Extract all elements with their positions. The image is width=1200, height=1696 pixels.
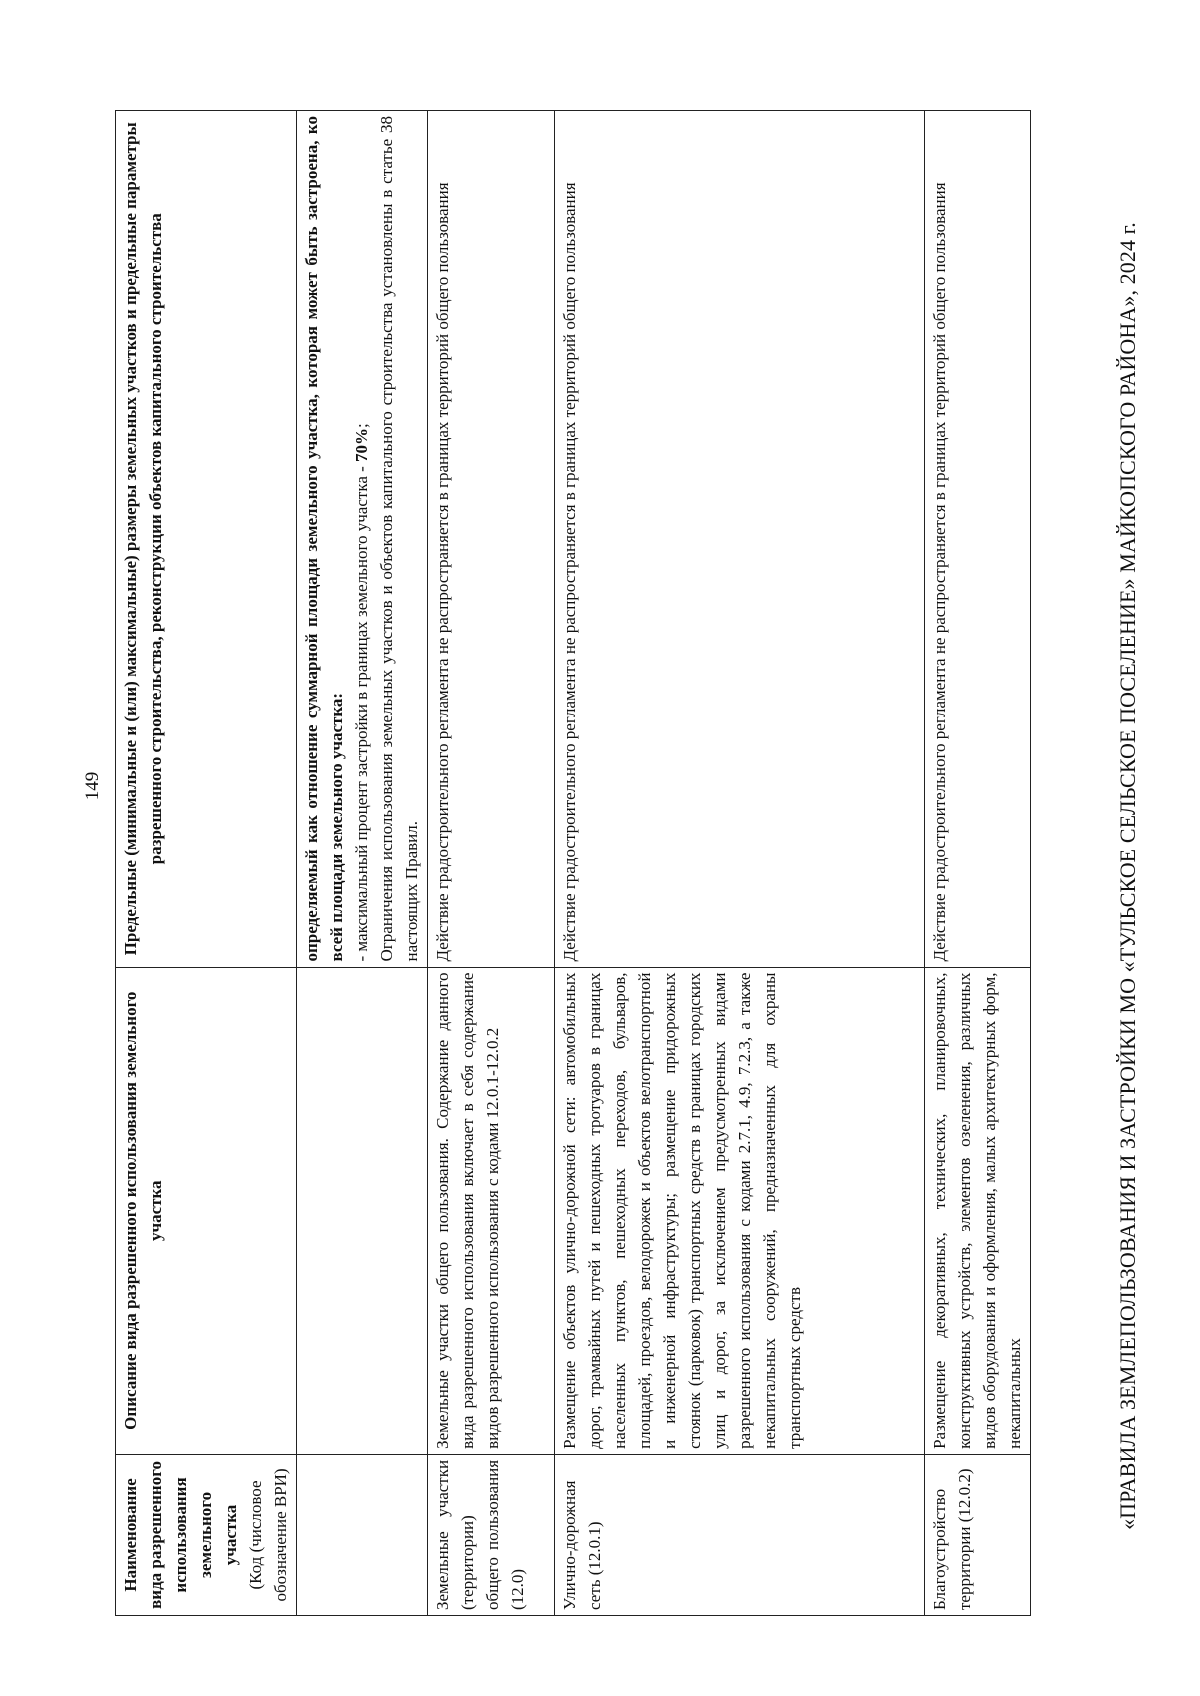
header-name-code: (Код (числовое обозначение ВРИ) bbox=[246, 1468, 290, 1602]
row-description-cell: Размещение объектов улично-дорожной сети: автомобильных дорог, трамвайных путей и пешеходных тротуаров в границах населенных пунктов, пешеходных переходов, бульваров, площадей, проездов, велодорожек и объектов велотранспортной и инженерной инфраструктуры; размещение придорожных стоянок (парковок) транспортных средств в границах городских улиц и дорог, за исключением предусмотренных видами разрешенного использования с кодами 2.7.1, 4.9, 7.2.3, а также некапитальных сооружений, предназначенных для охраны транспортных средств bbox=[555, 967, 925, 1454]
row-params-cell: Действие градостроительного регламента не распространяется в границах территорий общего пользования bbox=[428, 111, 555, 968]
table-row bbox=[925, 111, 1031, 1616]
row-description-cell bbox=[297, 967, 428, 1454]
row-description-cell: Земельные участки общего пользования. Содержание данного вида разрешенного использования включает в себя содержание видов разрешенного использования с кодами 12.0.1-12.0.2 bbox=[428, 967, 555, 1454]
row-name-cell bbox=[297, 1454, 428, 1615]
row-description-cell: Размещение декоративных, технических, планировочных, конструктивных устройств, элементов озеленения, различных видов оборудования и оформления, малых архитектурных форм, некапитальных bbox=[925, 967, 1031, 1454]
params-bold-text: определяемый как отношение суммарной площади земельного участка, которая может быть застроена, ко всей площади земельного участка: bbox=[302, 116, 346, 962]
header-description-column bbox=[116, 967, 297, 1454]
regulations-table bbox=[115, 110, 1031, 1616]
table-row bbox=[297, 111, 428, 1616]
row-name-cell: Благоустройство территории (12.0.2) bbox=[925, 1454, 1031, 1615]
header-params-text: Предельные (минимальные и (или) максимальные) размеры земельных участков и предельные параметры разрешенного строительства, реконструкции объектов капитального строительства bbox=[121, 122, 165, 956]
params-line-1-end: ; bbox=[352, 423, 371, 428]
params-percent-value: 70% bbox=[352, 427, 371, 462]
header-params-column bbox=[116, 111, 297, 968]
table-row bbox=[555, 111, 925, 1616]
row-params-cell: Действие градостроительного регламента не распространяется в границах территорий общего пользования bbox=[925, 111, 1031, 968]
header-name-bold: Наименование вида разрешенного использования земельного участка bbox=[121, 1461, 240, 1609]
row-name-cell: Земельные участки (территории) общего пользования (12.0) bbox=[428, 1454, 555, 1615]
row-params-cell: Действие градостроительного регламента не распространяется в границах территорий общего пользования bbox=[555, 111, 925, 968]
row-name-cell: Улично-дорожная сеть (12.0.1) bbox=[555, 1454, 925, 1615]
header-description-text: Описание вида разрешенного использования земельного участка bbox=[121, 991, 165, 1430]
params-line-2: Ограничения использования земельных участков и объектов капитального строительства установлены в статье 38 настоящих Правил. bbox=[377, 116, 421, 962]
header-name-column bbox=[116, 1454, 297, 1615]
params-line-1-text: - максимальный процент застройки в границах земельного участка - bbox=[352, 461, 371, 962]
page-number: 149 bbox=[82, 771, 103, 801]
params-line-1 bbox=[352, 423, 371, 961]
table-header-row bbox=[116, 111, 297, 1616]
document-footer: «ПРАВИЛА ЗЕМЛЕПОЛЬЗОВАНИЯ И ЗАСТРОЙКИ МО «ТУЛЬСКОЕ СЕЛЬСКОЕ ПОСЕЛЕНИЕ» МАЙКОПСКОГО РАЙОНА», 2024 г. bbox=[1115, 222, 1140, 1530]
table-row bbox=[428, 111, 555, 1616]
row-params-cell bbox=[297, 111, 428, 968]
